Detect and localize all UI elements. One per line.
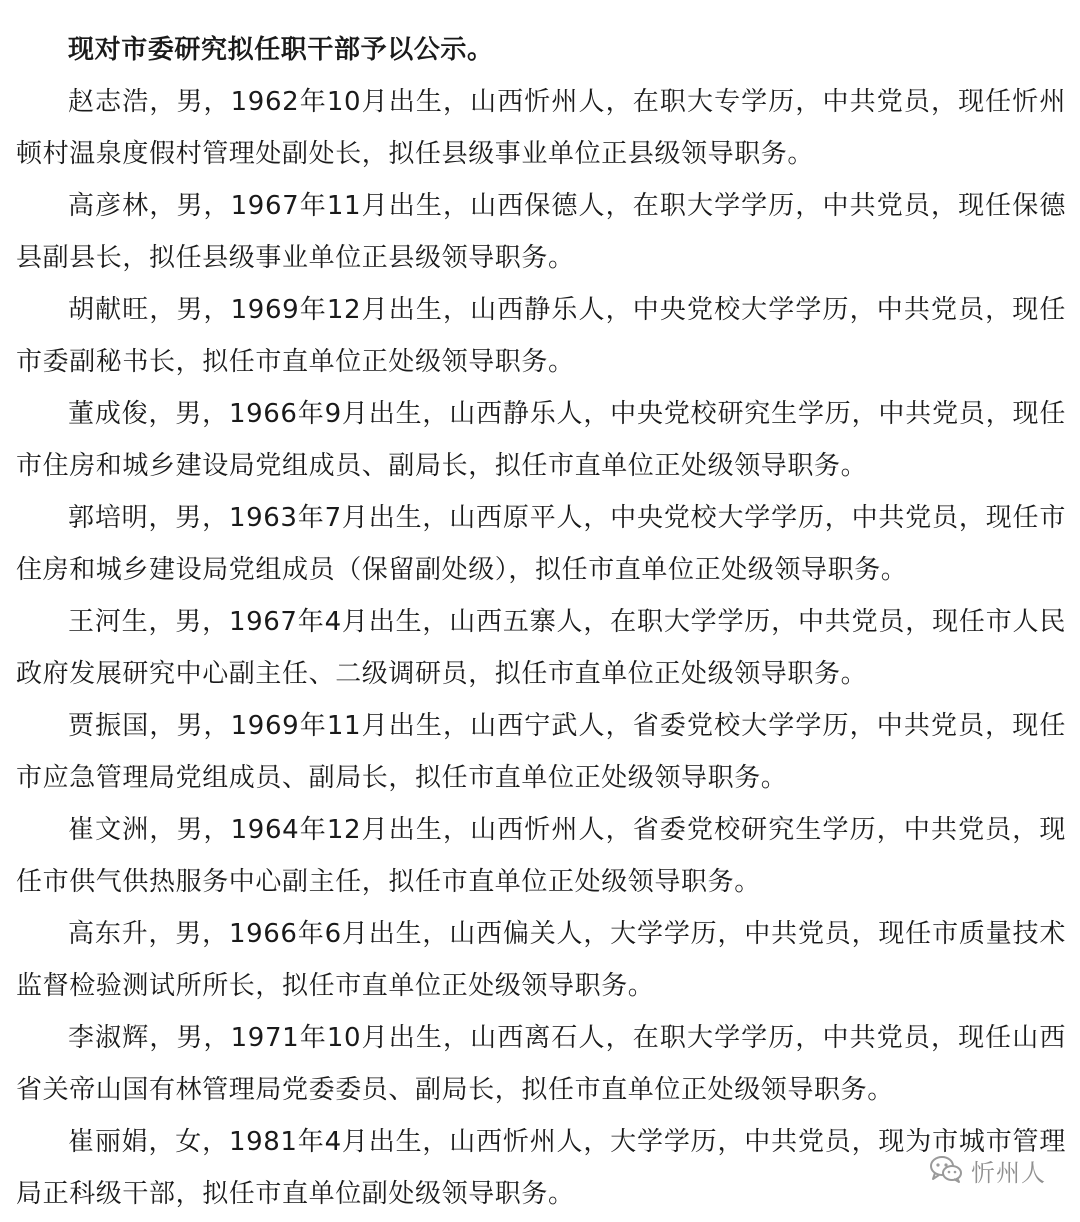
- candidate-paragraph: 胡献旺，男，1969年12月出生，山西静乐人，中央党校大学学历，中共党员，现任市委副秘书长，拟任市直单位正处级领导职务。: [16, 295, 1066, 377]
- candidate-paragraph: 董成俊，男，1966年9月出生，山西静乐人，中央党校研究生学历，中共党员，现任市住房和城乡建设局党组成员、副局长，拟任市直单位正处级领导职务。: [16, 399, 1066, 481]
- candidate-paragraph: 赵志浩，男，1962年10月出生，山西忻州人，在职大专学历，中共党员，现任忻州顿村温泉度假村管理处副处长，拟任县级事业单位正县级领导职务。: [16, 87, 1066, 169]
- wechat-watermark: [929, 1153, 1046, 1188]
- candidate-paragraph: 王河生，男，1967年4月出生，山西五寨人，在职大学学历，中共党员，现任市人民政府发展研究中心副主任、二级调研员，拟任市直单位正处级领导职务。: [16, 607, 1066, 689]
- candidate-paragraph: 高东升，男，1966年6月出生，山西偏关人，大学学历，中共党员，现任市质量技术监督检验测试所所长，拟任市直单位正处级领导职务。: [16, 919, 1066, 1001]
- candidate-paragraph: 贾振国，男，1969年11月出生，山西宁武人，省委党校大学学历，中共党员，现任市应急管理局党组成员、副局长，拟任市直单位正处级领导职务。: [16, 711, 1066, 793]
- wechat-icon: [929, 1154, 963, 1188]
- candidate-paragraph: 高彦林，男，1967年11月出生，山西保德人，在职大学学历，中共党员，现任保德县副县长，拟任县级事业单位正县级领导职务。: [16, 191, 1066, 273]
- candidate-paragraph: 崔丽娟，女，1981年4月出生，山西忻州人，大学学历，中共党员，现为市城市管理局正科级干部，拟任市直单位副处级领导职务。: [16, 1127, 1066, 1209]
- candidate-paragraph: 郭培明，男，1963年7月出生，山西原平人，中央党校大学学历，中共党员，现任市住房和城乡建设局党组成员（保留副处级），拟任市直单位正处级领导职务。: [16, 503, 1066, 585]
- candidate-paragraph: 李淑辉，男，1971年10月出生，山西离石人，在职大学学历，中共党员，现任山西省关帝山国有林管理局党委委员、副局长，拟任市直单位正处级领导职务。: [16, 1023, 1066, 1105]
- watermark-text: 忻州人: [971, 1159, 1046, 1187]
- candidate-paragraph: 崔文洲，男，1964年12月出生，山西忻州人，省委党校研究生学历，中共党员，现任市供气供热服务中心副主任，拟任市直单位正处级领导职务。: [16, 815, 1066, 897]
- intro-paragraph: 现对市委研究拟任职干部予以公示。: [68, 35, 494, 65]
- announcement-document: [16, 24, 1066, 1220]
